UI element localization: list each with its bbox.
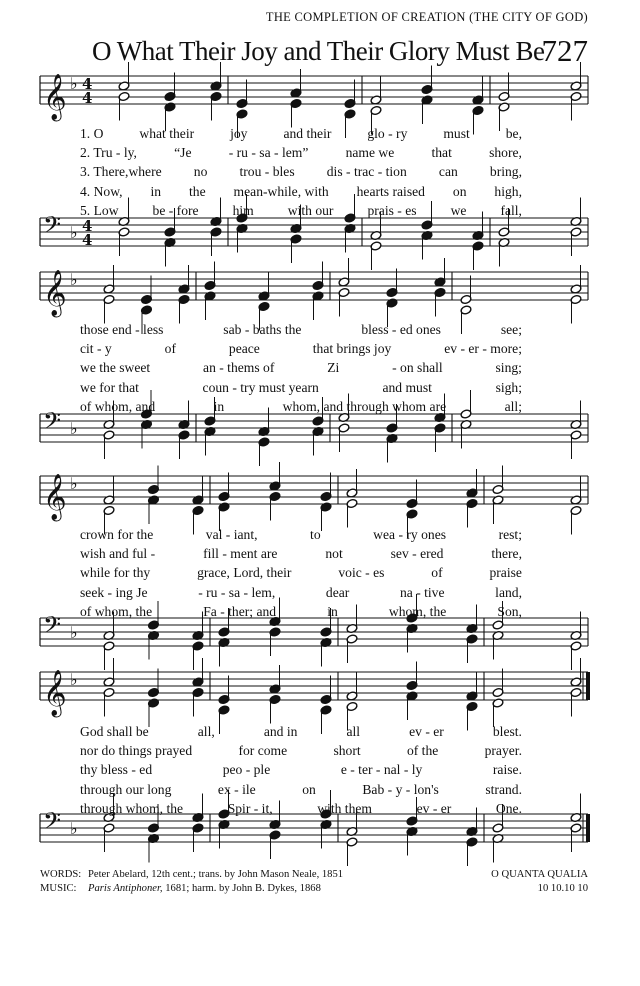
lyric-line [80, 378, 522, 397]
lyric-syllable: what their [139, 126, 195, 141]
lyric-syllable: dear [325, 584, 350, 600]
lyric-syllable: fall, [500, 202, 522, 218]
lyric-line [80, 162, 522, 181]
lyric-syllable: an - thems of [203, 360, 275, 376]
flat-sign-icon: ♭ [70, 74, 78, 93]
lyric-line [80, 741, 522, 760]
lyric-syllable: glo - ry [367, 126, 408, 141]
lyric-syllable: cit - y [80, 341, 112, 357]
lyric-syllable: bless - ed ones [361, 322, 441, 337]
lyrics-system-3 [80, 525, 522, 621]
meter: 10 10.10 10 [537, 882, 588, 894]
lyric-syllable: can [438, 164, 458, 180]
hymn-title: O What Their Joy and Their Glory Must Be [92, 36, 545, 66]
lyric-syllable: sev - ered [390, 546, 444, 562]
lyric-syllable: val - iant, [205, 527, 258, 542]
lyric-syllable: for come [238, 743, 288, 759]
lyric-syllable: on [452, 183, 467, 199]
lyric-line [80, 182, 522, 201]
lyric-line [80, 602, 522, 621]
lyric-syllable: na - tive [399, 584, 445, 600]
lyric-syllable: dis - trac - tion [326, 164, 407, 180]
lyric-syllable: name we [345, 145, 395, 161]
lyric-syllable: and must [382, 379, 432, 395]
lyric-syllable: Son, [497, 603, 522, 619]
lyric-syllable: Fa - ther; and [203, 603, 277, 619]
lyric-syllable: see; [500, 322, 522, 337]
music-label: MUSIC: [40, 882, 77, 894]
lyric-syllable: not [325, 546, 343, 562]
lyric-line [80, 722, 522, 741]
lyric-syllable: 2. Tru - ly, [80, 145, 137, 161]
music-source: Paris Antiphoner, [88, 882, 163, 894]
lyric-syllable: with our [287, 202, 334, 218]
bass-clef-icon: 𝄢 [43, 211, 62, 244]
lyric-syllable: blest. [492, 724, 522, 739]
lyric-syllable: crown for the [80, 527, 154, 542]
lyric-syllable: wea - ry ones [373, 527, 447, 542]
lyric-line [80, 201, 522, 220]
lyric-syllable: with them [317, 800, 372, 816]
lyric-syllable: we [450, 202, 467, 218]
lyric-syllable: be - fore [152, 202, 199, 218]
bass-clef-icon: 𝄢 [43, 407, 62, 440]
lyric-syllable: whom, and through whom are [282, 398, 447, 414]
words-label: WORDS: [40, 869, 82, 880]
lyric-syllable: - ru - sa - lem” [228, 145, 309, 161]
credits [40, 868, 343, 895]
lyrics-system-2 [80, 320, 522, 416]
hymn-number: 727 [541, 33, 588, 68]
lyric-syllable: whom, the [388, 603, 447, 619]
lyric-line [80, 358, 522, 377]
lyric-syllable: through whom, the [80, 800, 184, 816]
lyric-syllable: through our long [80, 781, 172, 797]
treble-clef-icon: 𝄞 [43, 74, 67, 120]
lyric-syllable: raise. [492, 762, 522, 778]
lyric-line [80, 780, 522, 799]
lyric-line [80, 760, 522, 779]
lyric-syllable: ex - ile [217, 781, 256, 797]
lyric-line [80, 544, 522, 563]
lyric-syllable: to [310, 527, 321, 542]
lyric-syllable: fill - ment are [203, 546, 278, 562]
words-text: Peter Abelard, 12th cent.; trans. by John Mason Neale, 1851 [88, 869, 344, 880]
music-credit [40, 882, 343, 896]
lyric-syllable: in [213, 398, 225, 414]
lyric-syllable: prais - es [367, 202, 417, 218]
lyric-syllable: the [189, 183, 206, 199]
lyric-syllable: peace [228, 341, 260, 357]
lyric-syllable: land, [495, 584, 522, 600]
lyric-syllable: 5. Low [80, 202, 119, 218]
lyric-syllable: of whom, the [80, 603, 153, 619]
lyric-syllable: thy bless - ed [80, 762, 153, 778]
lyric-syllable: mean-while, with [233, 183, 329, 199]
flat-sign-icon: ♭ [70, 419, 78, 438]
lyric-syllable: One. [495, 800, 522, 816]
tune-info [491, 868, 588, 895]
lyric-syllable: all; [504, 398, 522, 414]
lyric-syllable: sing; [495, 360, 522, 376]
lyric-syllable: sab - baths the [223, 322, 302, 337]
lyric-syllable: 1. O [80, 126, 104, 141]
time-signature-icon: 4 [82, 217, 93, 235]
lyrics-system-1 [80, 124, 522, 220]
flat-sign-icon: ♭ [70, 623, 78, 642]
lyric-line [80, 525, 522, 544]
lyric-syllable: God shall be [80, 724, 149, 739]
lyric-line [80, 320, 522, 339]
time-signature-icon: 4 [82, 75, 93, 93]
lyric-syllable: must [443, 126, 470, 141]
lyric-syllable: all, [197, 724, 215, 739]
lyric-syllable: of [431, 565, 443, 581]
lyric-syllable: short [333, 743, 361, 759]
lyric-syllable: trou - bles [239, 164, 295, 180]
lyric-syllable: seek - ing Je [80, 584, 148, 600]
lyric-syllable: on [302, 781, 316, 797]
lyric-syllable: bring, [489, 164, 522, 180]
lyric-syllable: 3. There,where [80, 164, 162, 180]
lyric-syllable: - on shall [392, 360, 443, 376]
lyric-line [80, 124, 522, 143]
lyrics-system-4 [80, 722, 522, 818]
lyric-syllable: of [164, 341, 176, 357]
lyric-syllable: coun - try must yearn [202, 379, 319, 395]
lyric-line [80, 397, 522, 416]
lyric-syllable: we the sweet [80, 360, 151, 376]
lyric-syllable: sigh; [495, 379, 522, 395]
lyric-syllable: hearts raised [356, 183, 425, 199]
flat-sign-icon: ♭ [70, 819, 78, 838]
lyric-line [80, 339, 522, 358]
lyric-syllable: in [327, 603, 338, 619]
bass-clef-icon: 𝄢 [43, 807, 62, 840]
lyric-syllable: that brings joy [312, 341, 392, 357]
flat-sign-icon: ♭ [70, 474, 78, 493]
lyric-syllable: Zi [327, 360, 340, 376]
lyric-syllable: shore, [489, 145, 522, 161]
time-signature-icon: 4 [82, 231, 93, 249]
lyric-syllable: 4. Now, [80, 183, 123, 199]
time-signature-icon: 4 [82, 89, 93, 107]
flat-sign-icon: ♭ [70, 223, 78, 242]
lyric-syllable: in [150, 183, 162, 199]
lyric-syllable: that [431, 145, 452, 161]
lyric-syllable: Spir - it, [227, 800, 273, 816]
lyric-syllable: peo - ple [222, 762, 271, 778]
lyric-syllable: and their [283, 126, 332, 141]
tune-name: O QUANTA QUALIA [491, 869, 588, 880]
lyric-syllable: e - ter - nal - ly [340, 762, 423, 778]
lyric-syllable: all [346, 724, 361, 739]
lyric-syllable: ev - er [409, 724, 444, 739]
lyric-syllable: - ru - sa - lem, [198, 584, 276, 600]
flat-sign-icon: ♭ [70, 270, 78, 289]
lyric-line [80, 799, 522, 818]
lyric-syllable: joy [230, 126, 248, 141]
lyric-line [80, 143, 522, 162]
music-text: 1681; harm. by John B. Dykes, 1868 [165, 882, 321, 894]
lyric-syllable: grace, Lord, their [197, 565, 292, 581]
lyric-syllable: be, [505, 126, 522, 141]
lyric-syllable: strand. [485, 781, 522, 797]
lyric-syllable: voic - es [338, 565, 385, 581]
lyric-line [80, 563, 522, 582]
section-header: THE COMPLETION OF CREATION (THE CITY OF GOD) [265, 10, 588, 24]
lyric-syllable: ev - er [416, 800, 452, 816]
lyric-syllable: there, [491, 546, 522, 562]
treble-clef-icon: 𝄞 [43, 474, 67, 520]
lyric-syllable: him [232, 202, 254, 218]
lyric-syllable: “Je [174, 145, 192, 161]
lyric-syllable: high, [494, 183, 522, 199]
lyric-syllable: no [193, 164, 208, 180]
lyric-syllable: wish and ful - [80, 546, 156, 562]
lyric-syllable: those end - less [80, 322, 164, 337]
lyric-syllable: ev - er - more; [444, 341, 522, 357]
lyric-syllable: we for that [80, 379, 139, 395]
lyric-syllable: Bab - y - lon's [362, 781, 439, 797]
words-credit [40, 868, 343, 882]
lyric-syllable: nor do things prayed [80, 743, 193, 759]
lyric-syllable: prayer. [484, 743, 522, 759]
treble-clef-icon: 𝄞 [43, 270, 67, 316]
lyric-line [80, 583, 522, 602]
lyric-syllable: of the [406, 743, 439, 759]
lyric-syllable: praise [489, 565, 522, 581]
lyric-syllable: and in [263, 724, 298, 739]
treble-clef-icon: 𝄞 [43, 670, 67, 716]
flat-sign-icon: ♭ [70, 670, 78, 689]
bass-clef-icon: 𝄢 [43, 611, 62, 644]
lyric-syllable: while for thy [80, 565, 151, 581]
lyric-syllable: rest; [498, 527, 522, 542]
lyric-syllable: of whom, and [80, 398, 156, 414]
